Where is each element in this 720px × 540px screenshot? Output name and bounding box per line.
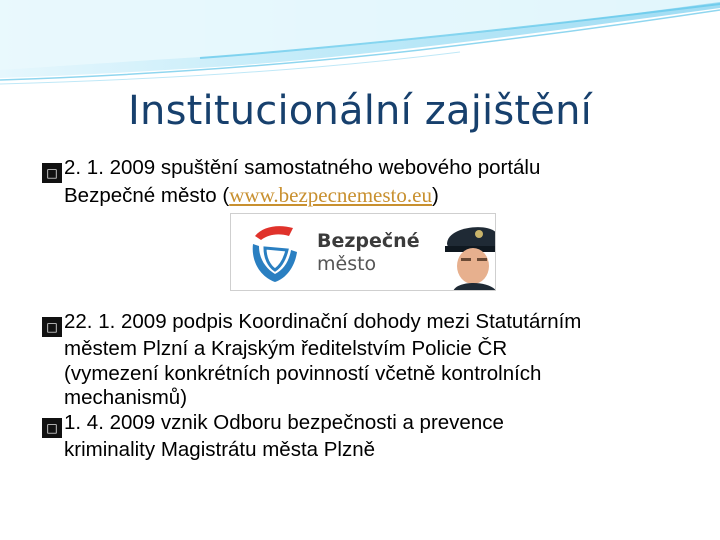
item2-line1: 22. 1. 2009 podpis Koordinační dohody mezi Statutárním xyxy=(64,310,582,333)
item3-line1: 1. 4. 2009 vznik Odboru bezpečnosti a prevence xyxy=(64,410,504,434)
item-agreement-and-department xyxy=(42,310,702,462)
item3-line2: kriminality Magistrátu města Plzně xyxy=(64,437,376,461)
bullet-icon: □ xyxy=(42,418,62,438)
header-wave-decoration xyxy=(0,0,720,90)
item-web-portal xyxy=(42,156,682,208)
portal-link[interactable]: www.bezpecnemesto.eu xyxy=(229,183,432,207)
bullet-icon: □ xyxy=(42,317,62,337)
police-officer-image xyxy=(439,214,496,291)
item2-line4: mechanismů) xyxy=(64,386,188,409)
slide-title: Institucionální zajištění xyxy=(128,88,592,134)
item2-line3: (vymezení konkrétních povinností včetně kontrolních xyxy=(64,361,542,385)
logo-text-line1: Bezpečné xyxy=(317,230,420,252)
item2-line2: městem Plzní a Krajským ředitelstvím Policie ČR xyxy=(64,337,508,360)
bullet-icon: □ xyxy=(42,163,62,183)
logo-text-line2: město xyxy=(317,253,377,275)
bezpecne-mesto-logo xyxy=(230,213,496,291)
item1-line2-prefix: Bezpečné město ( xyxy=(64,184,230,207)
item1-line2-suffix: ) xyxy=(431,184,439,207)
item1-line1: 2. 1. 2009 spuštění samostatného webového portálu xyxy=(64,156,541,179)
